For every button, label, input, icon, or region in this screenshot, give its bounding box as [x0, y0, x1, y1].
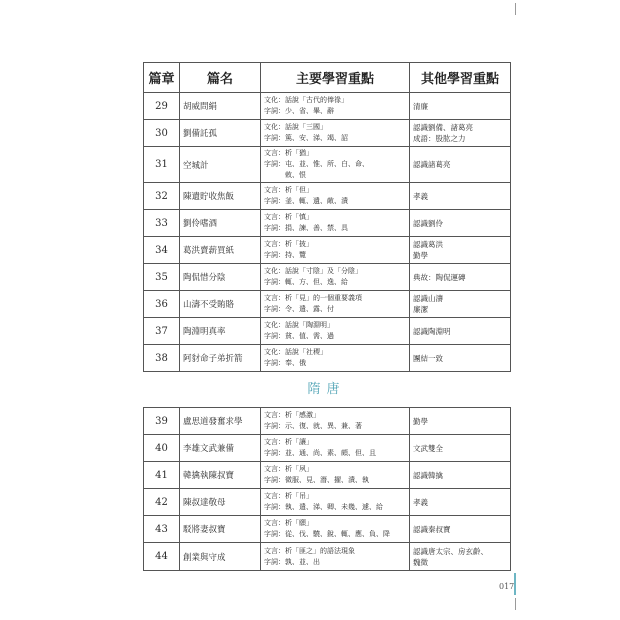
section-heading-sui-tang: 隋唐: [307, 382, 346, 397]
crop-mark-bottom-right: [515, 598, 516, 610]
lesson-number: 30: [144, 120, 180, 147]
main-focus-cell: [261, 318, 410, 345]
table-row: [144, 489, 511, 516]
main-focus-line: 文化：話說「寸陰」及「分陰」: [264, 267, 362, 275]
other-focus-line: 認識劉備、諸葛亮: [413, 123, 473, 132]
lesson-title: 韓擒執陳叔寶: [180, 462, 261, 489]
main-focus-line: 文言：析「但」: [264, 186, 313, 194]
main-focus-cell: [261, 543, 410, 571]
table-row: [144, 147, 511, 183]
header-title: 篇名: [180, 63, 261, 93]
lesson-number: 42: [144, 489, 180, 516]
main-focus-line: 文化：話說「古代的俸祿」: [264, 96, 348, 104]
main-focus-line: 字詞：輒、方、但、逸、給: [264, 278, 348, 286]
lesson-number: 44: [144, 543, 180, 571]
lesson-title: 葛洪賣薪買紙: [180, 237, 261, 264]
other-focus-line: 廉潔: [413, 305, 428, 314]
main-focus-line: 字詞：奉、俄: [264, 359, 306, 367]
lesson-number: 36: [144, 291, 180, 318]
other-focus-cell: [410, 291, 511, 318]
main-focus-line: 敕、恨: [264, 171, 306, 179]
main-focus-cell: [261, 435, 410, 462]
lesson-title: 空城計: [180, 147, 261, 183]
lesson-number: 40: [144, 435, 180, 462]
main-focus-cell: [261, 408, 410, 435]
table-row: [144, 543, 511, 571]
main-focus-line: 文化：話說「三國」: [264, 123, 327, 131]
main-focus-line: 文言：析「見」的一個重要義項: [264, 294, 362, 302]
other-focus-cell: [410, 462, 511, 489]
other-focus-cell: [410, 93, 511, 120]
lesson-title: 李雄文武兼備: [180, 435, 261, 462]
header-main-focus: 主要學習重點: [261, 63, 410, 93]
other-focus-line: 團結一致: [413, 353, 443, 363]
main-focus-line: 字詞：屯、並、惟、所、白、命、: [264, 160, 369, 168]
other-focus-line: 勤學: [413, 416, 428, 426]
main-focus-line: 文言：析「讓」: [264, 438, 313, 446]
table-row: [144, 210, 511, 237]
other-focus-cell: [410, 489, 511, 516]
lesson-table-2: [143, 407, 511, 571]
main-focus-line: 文言：析「匪之」的語法現象: [264, 546, 355, 555]
lesson-title: 劉伶嗜酒: [180, 210, 261, 237]
lesson-title: 阿豺命子弟折箭: [180, 345, 261, 372]
lesson-title: 駁將妻叔寶: [180, 516, 261, 543]
other-focus-line: 孝義: [413, 497, 428, 507]
lesson-number: 29: [144, 93, 180, 120]
other-focus-line: 勤學: [413, 251, 428, 260]
lesson-title: 劉備託孤: [180, 120, 261, 147]
main-focus-line: 文言：析「披」: [264, 240, 313, 248]
main-focus-line: 文化：話說「陶淵明」: [264, 321, 334, 329]
main-focus-line: 字詞：篤、安、涕、竭、詔: [264, 134, 348, 142]
lesson-number: 32: [144, 183, 180, 210]
other-focus-line: 魏徵: [413, 557, 428, 567]
table-row: [144, 516, 511, 543]
lesson-title: 陶侃惜分陰: [180, 264, 261, 291]
table-row: [144, 120, 511, 147]
main-focus-line: 字詞：釜、輒、遺、敵、潰: [264, 197, 348, 205]
other-focus-line: 典故：陶侃運磚: [413, 272, 466, 282]
other-focus-cell: [410, 264, 511, 291]
main-focus-line: 字詞：示、復、就、異、兼、著: [264, 422, 362, 430]
table-body-1: [144, 93, 511, 372]
main-focus-line: 文言：析「吊」: [264, 492, 313, 500]
other-focus-cell: [410, 183, 511, 210]
table-row: [144, 93, 511, 120]
lesson-title: 創業與守成: [180, 543, 261, 571]
other-focus-cell: [410, 345, 511, 372]
other-focus-line: 認識諸葛亮: [413, 160, 451, 169]
main-focus-line: 字詞：少、省、畢、辭: [264, 107, 334, 115]
table-row: [144, 291, 511, 318]
main-focus-line: 字詞：捐、諫、善、禁、具: [264, 224, 348, 232]
lesson-title: 陳遺貯收焦飯: [180, 183, 261, 210]
main-focus-cell: [261, 291, 410, 318]
main-focus-line: 字詞：孰、並、出: [264, 557, 320, 566]
other-focus-line: 認識葛洪: [413, 240, 443, 249]
lesson-title: 陳叔達敬母: [180, 489, 261, 516]
other-focus-cell: [410, 147, 511, 183]
main-focus-line: 文化：話說「社稷」: [264, 348, 327, 356]
main-focus-cell: [261, 120, 410, 147]
other-focus-line: 清廉: [413, 101, 428, 111]
main-focus-line: 字詞：並、通、尚、素、頗、但、且: [264, 449, 376, 457]
lesson-number: 37: [144, 318, 180, 345]
table-row: [144, 318, 511, 345]
main-focus-cell: [261, 489, 410, 516]
main-focus-cell: [261, 237, 410, 264]
main-focus-cell: [261, 210, 410, 237]
lesson-number: 43: [144, 516, 180, 543]
main-focus-cell: [261, 93, 410, 120]
other-focus-line: 認識韓擒: [413, 470, 443, 480]
other-focus-line: 認識陶淵明: [413, 326, 451, 336]
other-focus-line: 孝義: [413, 191, 428, 201]
other-focus-cell: [410, 408, 511, 435]
other-focus-cell: [410, 543, 511, 571]
main-focus-line: 文言：析「慎」: [264, 213, 313, 221]
main-focus-line: 文言：析「夙」: [264, 465, 313, 473]
main-focus-cell: [261, 147, 410, 183]
other-focus-line: 成語：股肱之力: [413, 134, 466, 143]
other-focus-cell: [410, 318, 511, 345]
main-focus-line: 文言：析「感激」: [264, 411, 320, 419]
table-row: [144, 435, 511, 462]
main-focus-cell: [261, 345, 410, 372]
table-body-2: [144, 408, 511, 571]
table-row: [144, 183, 511, 210]
main-focus-cell: [261, 183, 410, 210]
main-focus-line: 字詞：微服、見、潛、擢、潰、執: [264, 476, 369, 484]
header-other-focus: 其他學習重點: [410, 63, 511, 93]
main-focus-line: 文言：析「願」: [264, 519, 313, 527]
other-focus-cell: [410, 120, 511, 147]
table-header-row: [144, 63, 511, 93]
page-number-accent-bar: [514, 573, 516, 595]
lesson-title: 胡威問絹: [180, 93, 261, 120]
table-row: [144, 345, 511, 372]
table-row: [144, 408, 511, 435]
other-focus-line: 文武雙全: [413, 443, 443, 453]
main-focus-line: 字詞：從、伐、驍、銳、輒、應、負、降: [264, 530, 390, 538]
lesson-title: 盧思道發奮求學: [180, 408, 261, 435]
lesson-title: 山濤不受賄賂: [180, 291, 261, 318]
lesson-title: 陶淵明真率: [180, 318, 261, 345]
main-focus-cell: [261, 462, 410, 489]
lesson-number: 38: [144, 345, 180, 372]
lesson-number: 35: [144, 264, 180, 291]
other-focus-line: 認識秦叔寶: [413, 524, 451, 534]
other-focus-cell: [410, 237, 511, 264]
table-row: [144, 237, 511, 264]
other-focus-line: 認識山濤: [413, 294, 443, 303]
lesson-number: 33: [144, 210, 180, 237]
main-focus-line: 字詞：持、覽: [264, 251, 306, 259]
lesson-number: 39: [144, 408, 180, 435]
main-focus-line: 字詞：貧、值、需、過: [264, 332, 334, 340]
lesson-number: 41: [144, 462, 180, 489]
main-focus-cell: [261, 516, 410, 543]
crop-mark-top-right: [515, 3, 516, 15]
table-row: [144, 264, 511, 291]
main-focus-line: 文言：析「猶」: [264, 149, 313, 157]
main-focus-line: 字詞：執、遣、涕、卿、未幾、遽、給: [264, 503, 383, 511]
lesson-table-1: [143, 62, 511, 372]
header-chapter: 篇章: [144, 63, 180, 93]
lesson-number: 34: [144, 237, 180, 264]
other-focus-cell: [410, 210, 511, 237]
table-row: [144, 462, 511, 489]
page-number: 017: [499, 582, 515, 591]
other-focus-line: 認識劉伶: [413, 218, 443, 228]
lesson-number: 31: [144, 147, 180, 183]
other-focus-line: 認識唐太宗、房玄齡、: [413, 546, 488, 556]
other-focus-cell: [410, 516, 511, 543]
main-focus-cell: [261, 264, 410, 291]
main-focus-line: 字詞：令、遣、露、付: [264, 305, 334, 313]
other-focus-cell: [410, 435, 511, 462]
